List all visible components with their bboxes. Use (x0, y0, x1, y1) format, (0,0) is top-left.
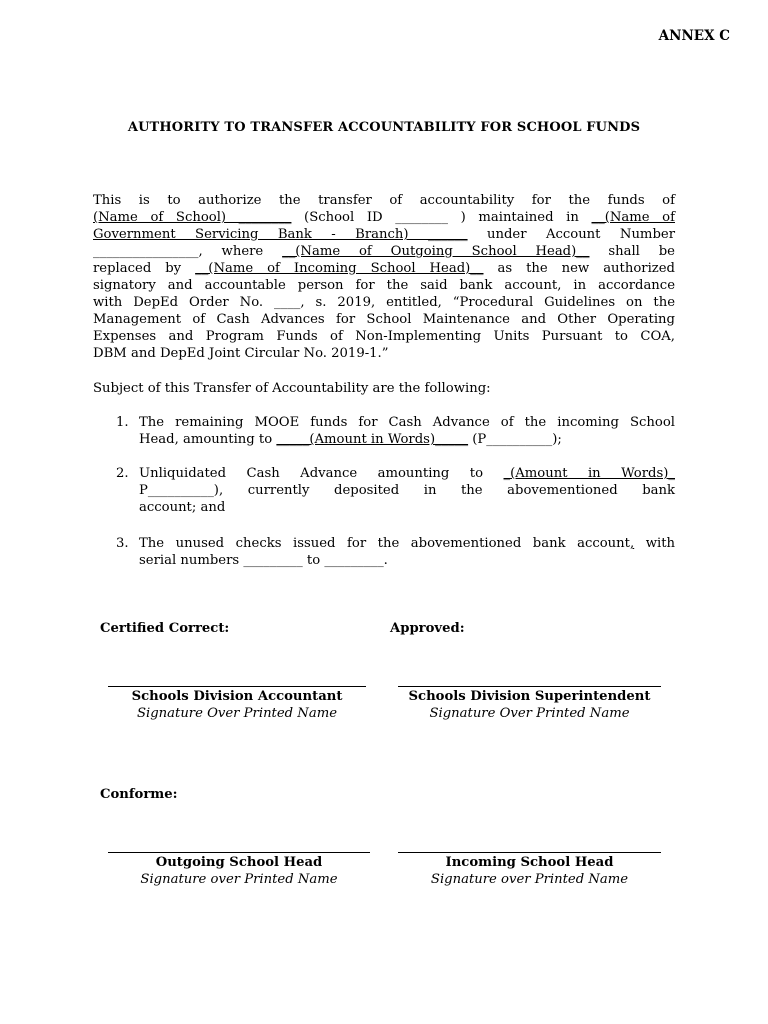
superintendent-signature-caption: Signature Over Printed Name (429, 706, 630, 721)
outgoing-head-signature-caption: Signature over Printed Name (140, 872, 338, 887)
accountant-title: Schools Division Accountant (131, 689, 343, 704)
accountant-signature-line (108, 686, 366, 687)
bank-name-field-end: Government Servicing Bank - Branch) ______ (93, 227, 468, 242)
approved-label: Approved: (390, 621, 465, 636)
paragraph-line-1: This is to authorize the transfer of accountability for the funds of (93, 193, 675, 208)
with-text: with (634, 536, 675, 551)
account-number-text: under Account Number (467, 227, 675, 242)
list-item-line: serial numbers _________ to _________. (139, 553, 388, 568)
annex-label: ANNEX C (658, 28, 730, 44)
authorization-paragraph (93, 192, 675, 362)
incoming-head-signature-line (398, 852, 661, 853)
paragraph-line-6: signatory and accountable person for the said bank account, in accordance (93, 278, 675, 293)
list-item-line: The remaining MOOE funds for Cash Advance of the incoming School (139, 415, 675, 430)
list-item-number: 2. (116, 466, 129, 481)
accountant-signature-caption: Signature Over Printed Name (136, 706, 338, 721)
list-item-number: 1. (116, 415, 129, 430)
paragraph-line-10: DBM and DepEd Joint Circular No. 2019-1.” (93, 346, 389, 361)
list-item-line (139, 535, 675, 552)
superintendent-signature-line (398, 686, 661, 687)
list-item-number: 3. (116, 536, 129, 551)
list-item-line: P__________), currently deposited in the abovementioned bank (139, 483, 675, 498)
subject-line: Subject of this Transfer of Accountability are the following: (93, 381, 491, 396)
conforme-label: Conforme: (100, 787, 178, 802)
incoming-head-signature-caption: Signature over Printed Name (430, 872, 629, 887)
outgoing-head-signature-line (108, 852, 370, 853)
amount-words-field: _____(Amount in Words)_____ (276, 432, 469, 447)
certified-correct-label: Certified Correct: (100, 621, 230, 636)
new-authorized-text: as the new authorized (483, 261, 675, 276)
amount-words-field: _(Amount in Words)_ (503, 466, 675, 481)
outgoing-head-title: Outgoing School Head (155, 855, 323, 870)
amount-label: Head, amounting to (139, 432, 277, 447)
unused-checks-text: The unused checks issued for the abovementioned bank account (139, 536, 630, 551)
bank-name-field-start: __(Name of (591, 210, 675, 225)
document-title: AUTHORITY TO TRANSFER ACCOUNTABILITY FOR SCHOOL FUNDS (127, 120, 641, 135)
where-text: , where (198, 244, 283, 259)
replaced-by-text: replaced by (93, 261, 196, 276)
incoming-head-field: __(Name of Incoming School Head)__ (195, 261, 484, 276)
list-item-line: account; and (139, 500, 226, 515)
outgoing-head-field: __(Name of Outgoing School Head)__ (282, 244, 590, 259)
paragraph-line-5 (93, 260, 675, 277)
list-item-line (139, 431, 675, 448)
paragraph-line-8: Management of Cash Advances for School Maintenance and Other Operating (93, 312, 675, 327)
paragraph-line-2 (93, 209, 675, 226)
paragraph-line-7: with DepEd Order No. ____, s. 2019, entitled, “Procedural Guidelines on the (93, 295, 675, 310)
superintendent-title: Schools Division Superintendent (408, 689, 651, 704)
amount-peso-field: (P__________); (468, 432, 562, 447)
paragraph-line-3 (93, 226, 675, 243)
comma-mark: , (629, 536, 635, 551)
incoming-head-title: Incoming School Head (445, 855, 614, 870)
list-item-line (139, 465, 675, 482)
shall-be-text: shall be (589, 244, 675, 259)
paragraph-line-4 (93, 243, 675, 260)
school-id-text: (School ID ________ ) maintained in (291, 210, 592, 225)
unliquidated-label: Unliquidated Cash Advance amounting to (139, 466, 504, 481)
paragraph-line-9: Expenses and Program Funds of Non-Implementing Units Pursuant to COA, (93, 329, 675, 344)
school-name-field: (Name of School) ________ (93, 210, 292, 225)
account-number-blank: ________________ (93, 244, 199, 259)
